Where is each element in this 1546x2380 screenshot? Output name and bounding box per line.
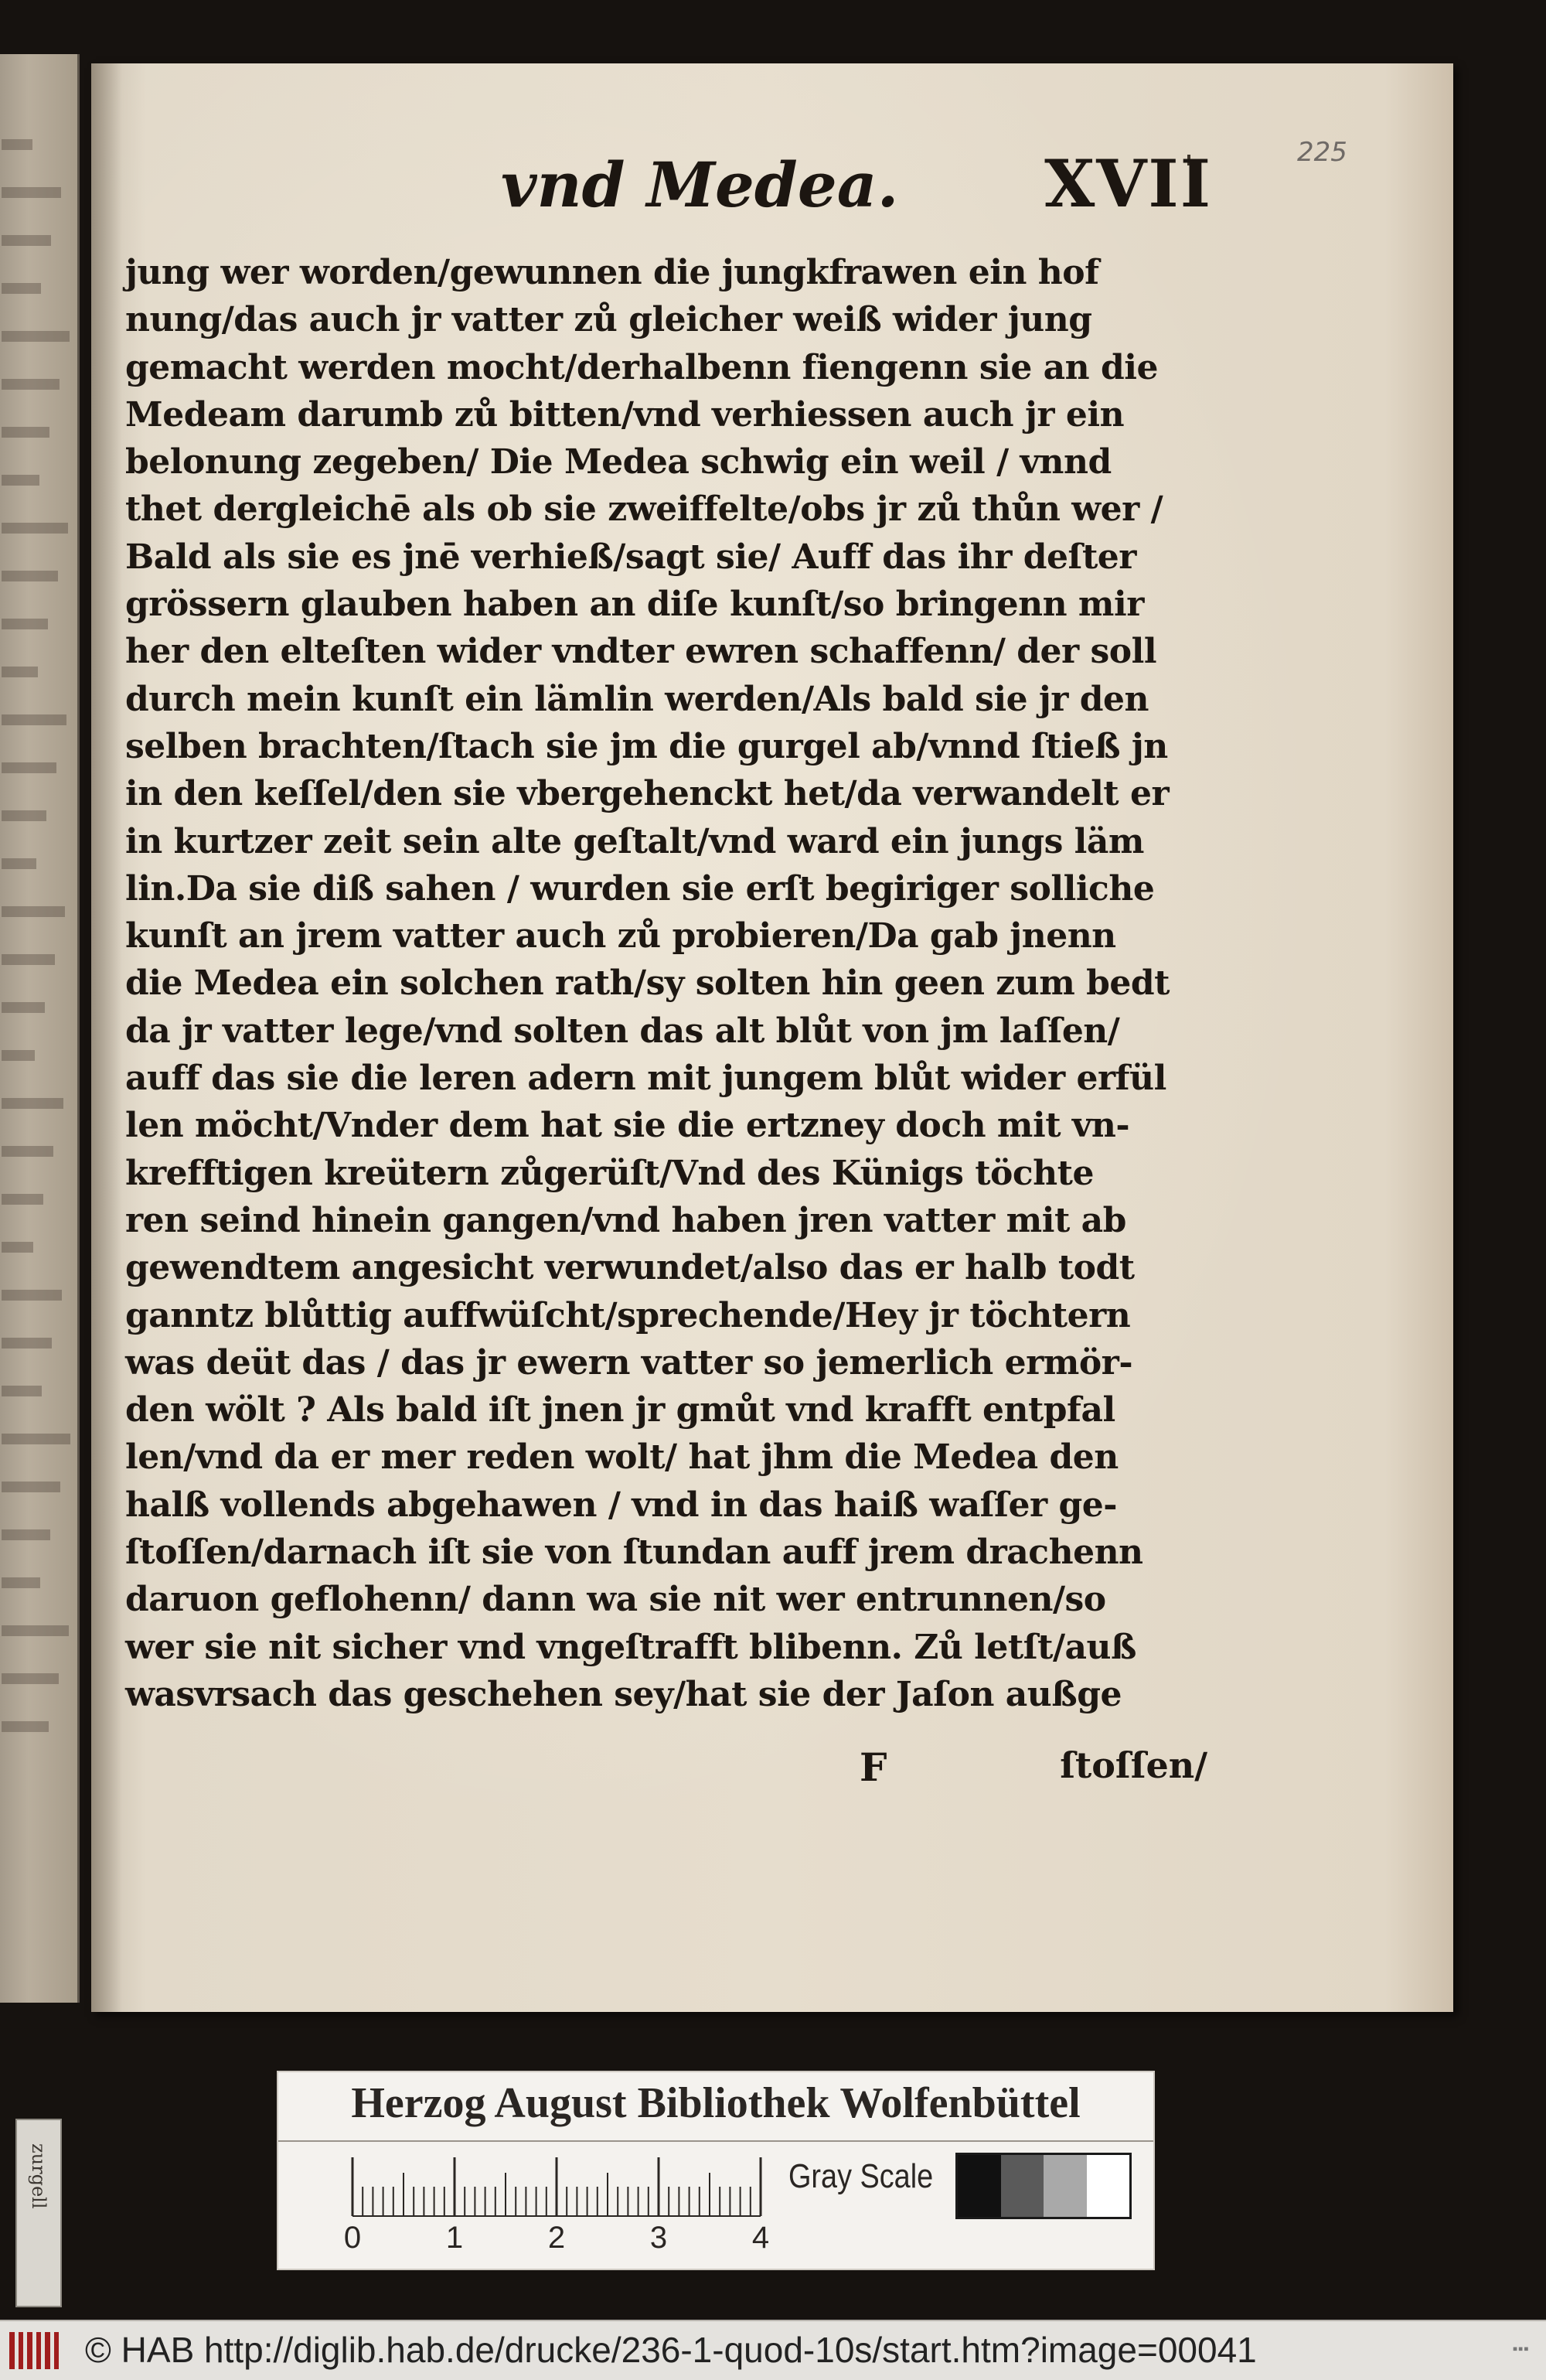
text-line: jung wer worden/gewunnen die jungkfrawen ein hof: [125, 253, 1099, 292]
text-line: die Medea ein solchen rath/sy solten hin geen zum bedt: [125, 963, 1170, 1004]
text-line: lin.Da sie diß sahen / wurden sie erſt begiriger solliche: [125, 868, 1155, 909]
ruler-number: 0: [343, 2221, 362, 2255]
bleed-through-mark: [2, 1146, 53, 1157]
running-header: [408, 145, 1212, 241]
text-line: Medeam darumb zů bitten/vnd verhiessen auch jr ein: [125, 394, 1125, 435]
card-divider: [278, 2140, 1153, 2142]
bleed-through-mark: [2, 571, 58, 581]
bleed-through-mark: [2, 762, 56, 773]
bleed-through-mark: [2, 667, 38, 677]
text-line: halß vollends abgehawen / vnd in das haiß waſſer ge-: [125, 1485, 1117, 1525]
folio-number: XVII: [1044, 145, 1212, 222]
bleed-through-mark: [2, 1194, 43, 1205]
catchword: ſtoſſen/: [1060, 1744, 1207, 1786]
grayscale-swatch: [1044, 2155, 1087, 2217]
text-line: selben brachten/ſtach sie jm die gurgel ab/vnnd ſtieß jn: [125, 726, 1168, 766]
text-line: len/vnd da er mer reden wolt/ hat jhm die Medea den: [125, 1437, 1119, 1478]
text-line: ſtoſſen/darnach iſt sie von ſtundan auff jrem drachenn: [125, 1533, 1143, 1573]
signature-row: [125, 1744, 1207, 1799]
footer-ornament: ▪▪▪: [1512, 2343, 1529, 2354]
ruler-number: 3: [649, 2221, 668, 2255]
book-page: [91, 63, 1453, 2012]
pencil-page-number: 225: [1297, 137, 1347, 168]
text-line: grössern glauben haben an diſe kunſt/so bringenn mir: [125, 585, 1144, 625]
spine-label-text: zurgell: [28, 2143, 49, 2209]
ruler-number: 4: [751, 2221, 770, 2255]
bleed-through-mark: [2, 1002, 45, 1013]
text-line: durch mein kunſt ein lämlin werden/Als bald sie jr den: [125, 679, 1149, 719]
text-line: auff das sie die leren adern mit jungem blůt wider erfül: [125, 1059, 1166, 1099]
ruler-ticks: [349, 2156, 767, 2219]
bleed-through-mark: [2, 1625, 69, 1636]
grayscale-swatch: [1087, 2155, 1130, 2217]
bleed-through-mark: [2, 283, 41, 294]
text-line: gemacht werden mocht/derhalbenn fiengenn sie an die: [125, 347, 1158, 387]
bleed-through-mark: [2, 1673, 59, 1684]
text-line: krefftigen kreütern zůgerüſt/Vnd des Künigs töchte: [125, 1153, 1094, 1193]
bleed-through-mark: [2, 1434, 70, 1444]
text-line: in kurtzer zeit sein alte geſtalt/vnd ward ein jungs läm: [125, 821, 1144, 861]
text-line: in den keſſel/den sie vbergehenckt het/da verwandelt er: [125, 774, 1170, 814]
bleed-through-mark: [2, 1050, 35, 1061]
text-line: Bald als sie es jnē verhieß/sagt sie/ Auff das ihr deſter: [125, 537, 1136, 577]
bleed-through-mark: [2, 379, 60, 390]
bleed-through-mark: [2, 187, 61, 198]
bleed-through-mark: [2, 954, 55, 965]
grayscale-bar: [955, 2153, 1132, 2219]
bleed-through-mark: [2, 1242, 33, 1253]
bleed-through-mark: [2, 1482, 60, 1492]
bleed-through-mark: [2, 810, 46, 821]
library-name: Herzog August Bibliothek Wolfenbüttel: [351, 2079, 1081, 2127]
bleed-through-mark: [2, 235, 51, 246]
bleed-through-mark: [2, 619, 48, 629]
bleed-through-mark: [2, 1098, 63, 1109]
bleed-through-mark: [2, 1386, 42, 1396]
text-line: kunſt an jrem vatter auch zů probieren/Da gab jnenn: [125, 916, 1116, 956]
footer-copyright-url[interactable]: © HAB http://diglib.hab.de/drucke/236-1-quod-10s/start.htm?image=00041: [85, 2330, 1257, 2370]
bleed-through-mark: [2, 858, 36, 869]
spine-label: [15, 2119, 62, 2307]
bleed-through-mark: [2, 714, 66, 725]
text-line: wasvrsach das geschehen sey/hat sie der Jaſon außge: [125, 1674, 1122, 1714]
text-line: gewendtem angesicht verwundet/also das er halb todt: [125, 1248, 1135, 1288]
hab-logo-icon: [9, 2332, 59, 2369]
measurement-ruler: [343, 2156, 770, 2255]
text-line: nung/das auch jr vatter zů gleicher weiß wider jung: [125, 300, 1092, 340]
bleed-through-mark: [2, 906, 65, 917]
text-line: belonung zegeben/ Die Medea schwig ein weil / vnnd: [125, 442, 1112, 482]
text-line: da jr vatter lege/vnd solten das alt blůt von jm laſſen/: [125, 1011, 1120, 1051]
text-line: len möcht/Vnder dem hat sie die ertzney doch mit vn-: [125, 1106, 1130, 1146]
bleed-through-mark: [2, 1721, 49, 1732]
bleed-through-mark: [2, 1577, 40, 1588]
text-line: ganntz blůttig auffwüſcht/sprechende/Hey jr töchtern: [125, 1295, 1131, 1335]
grayscale-label: Gray Scale: [788, 2157, 934, 2195]
bleed-through-mark: [2, 1529, 50, 1540]
running-head-title: vnd Medea.: [501, 148, 899, 221]
bleed-through-mark: [2, 427, 49, 438]
color-scale-card: [277, 2071, 1155, 2270]
bleed-through-mark: [2, 331, 70, 342]
text-line: den wölt ? Als bald iſt jnen jr gmůt vnd krafft entpfal: [125, 1390, 1115, 1430]
bleed-through-mark: [2, 1338, 52, 1349]
text-line: was deüt das / das jr ewern vatter so jemerlich ermör-: [125, 1342, 1133, 1383]
text-line: thet dergleichē als ob sie zweiffelte/obs jr zů thůn wer /: [125, 489, 1163, 530]
previous-page-edge: [0, 54, 80, 2003]
bleed-through-mark: [2, 1290, 62, 1301]
text-line: ren seind hinein gangen/vnd haben jren vatter mit ab: [125, 1200, 1126, 1240]
text-line: wer sie nit sicher vnd vngeſtrafft blibenn. Zů letſt/auß: [125, 1627, 1136, 1667]
bleed-through-mark: [2, 475, 39, 486]
bleed-through-mark: [2, 523, 68, 534]
signature-mark: F: [860, 1744, 887, 1790]
text-line: daruon geflohenn/ dann wa sie nit wer entrunnen/so: [125, 1580, 1106, 1620]
text-line: her den elteſten wider vndter ewren schaffenn/ der soll: [125, 632, 1157, 672]
grayscale-swatch: [958, 2155, 1001, 2217]
bleed-through-mark: [2, 139, 32, 150]
footer-bar: [0, 2320, 1546, 2380]
ruler-number: 1: [445, 2221, 464, 2255]
page-body-text: [125, 249, 1207, 1718]
grayscale-swatch: [1001, 2155, 1044, 2217]
ruler-number: 2: [547, 2221, 566, 2255]
